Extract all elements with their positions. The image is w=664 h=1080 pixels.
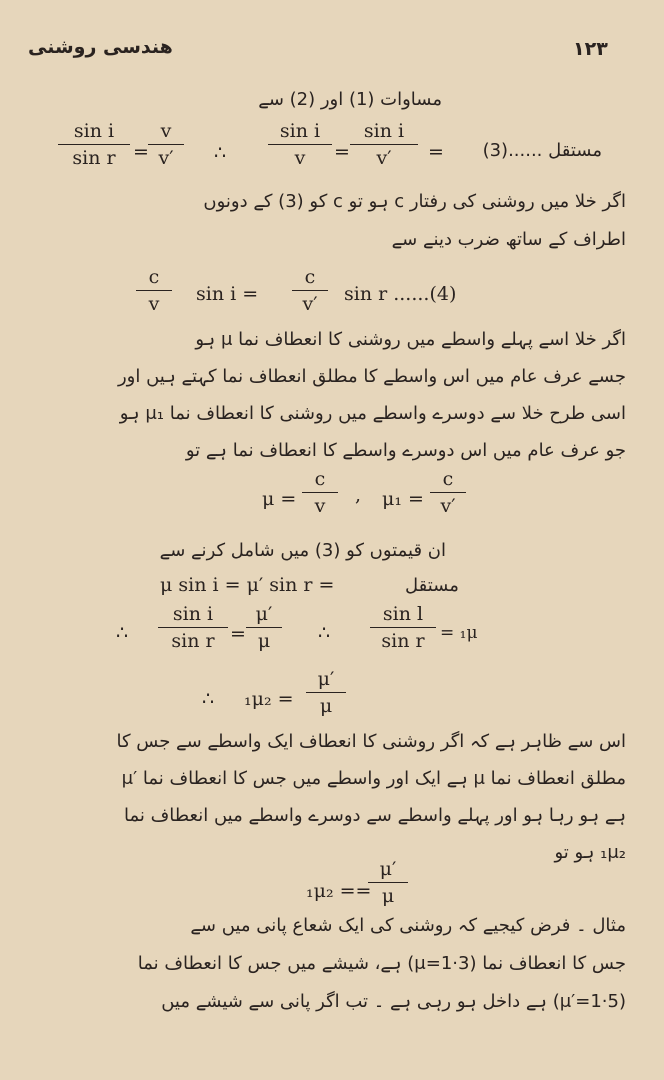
therefore-symbol: ∴ [214, 142, 227, 164]
eq4-middle: sin i = [196, 283, 259, 305]
example-line: جس کا انعطاف نما (μ=1·3) ہے، شیشے میں جس کا انعطاف نما [137, 953, 626, 974]
text-line: مطلق انعطاف نما μ ہے ایک اور واسطے میں جس کا انعطاف نما ′μ [121, 768, 626, 789]
fraction-v-vprime: $\frac{v}{v'}$ [148, 120, 184, 169]
therefore-symbol: ∴ [318, 622, 331, 644]
text-line: اگر خلا اسے پہلے واسطے میں روشنی کا انعطاف نما μ ہو [195, 329, 626, 350]
equals-sign: = [133, 141, 149, 163]
fraction-muprime-mu: $\frac{\mu'}{\mu}$ [368, 858, 408, 907]
fraction-c-vprime: $\frac{c}{v'}$ [292, 266, 328, 315]
constant-word: مستقل [405, 575, 459, 596]
snell-equation: μ sin i = μ′ sin r = [160, 574, 335, 596]
text-line: اطراف کے ساتھ ضرب دینے سے [391, 229, 626, 250]
fraction-muprime-mu: $\frac{\mu'}{\mu}$ [246, 603, 282, 652]
text-line: ان قیمتوں کو (3) میں شامل کرنے سے [159, 540, 446, 561]
equals-sign: = [428, 141, 444, 163]
fraction-c-v: $\frac{c}{v}$ [136, 266, 172, 315]
page-number: ۱۲۳ [573, 38, 608, 60]
fraction-muprime-mu: $\frac{\mu'}{\mu}$ [306, 668, 346, 717]
mu-equals: μ = [262, 488, 297, 510]
text-line: اس سے ظاہر ہے کہ اگر روشنی کا انعطاف ایک واسطے سے جس کا [116, 731, 626, 752]
fraction-sini-v: $\frac{\text{sin i}}{v}$ [268, 120, 332, 169]
mu12-lhs: ₁μ₂ == [306, 880, 372, 902]
therefore-symbol: ∴ [116, 622, 129, 644]
chapter-title: هندسی روشنی [28, 36, 173, 58]
constant-label: مستقل ......(3) [482, 140, 602, 161]
text-line: جو عرف عام میں اس دوسرے واسطے کا انعطاف نما ہے تو [185, 440, 626, 461]
text-line: جسے عرف عام میں اس واسطے کا مطلق انعطاف نما کہتے ہیں اور [117, 366, 626, 387]
therefore-symbol: ∴ [202, 688, 215, 710]
text-line: ₁μ₂ ہو تو [554, 842, 626, 863]
fraction-c-v: $\frac{c}{v}$ [302, 468, 338, 517]
equals-sign: = [230, 623, 246, 645]
text-line: ہے ہو رہا ہو اور پہلے واسطے سے دوسرے واسطے میں انعطاف نما [124, 805, 626, 826]
example-line: (μ′=1·5) ہے داخل ہو رہی ہے ۔ تب اگر پانی سے شیشے میں [161, 991, 626, 1012]
text-line: اگر خلا میں روشنی کی رفتار c ہو تو c کو (3) کے دونوں [203, 191, 626, 212]
example-line: مثال ۔ فرض کیجیے کہ روشنی کی ایک شعاع پانی میں سے [190, 915, 626, 936]
eq4-end: sin r ......(4) [344, 283, 457, 305]
equals-sign: = [334, 141, 350, 163]
mu12-lhs: ₁μ₂ = [244, 688, 294, 710]
fraction-sinl-sinr: $\frac{\text{sin l}}{\text{sin r}}$ [370, 603, 436, 652]
mu1-equals: μ₁ = [382, 488, 424, 510]
fraction-sini-vprime: $\frac{\text{sin i}}{v'}$ [350, 120, 418, 169]
fraction-sini-sinr: $\frac{\text{sin i}}{\text{sin r}}$ [58, 120, 130, 169]
equals-1mu: = ₁μ [440, 623, 478, 643]
text-line: اسی طرح خلا سے دوسرے واسطے میں روشنی کا انعطاف نما μ₁ ہو [119, 403, 626, 424]
fraction-c-vprime: $\frac{c}{v'}$ [430, 468, 466, 517]
text-line: مساوات (1) اور (2) سے [258, 89, 442, 110]
comma: , [355, 484, 362, 506]
fraction-sini-sinr: $\frac{\text{sin i}}{\text{sin r}}$ [158, 603, 228, 652]
